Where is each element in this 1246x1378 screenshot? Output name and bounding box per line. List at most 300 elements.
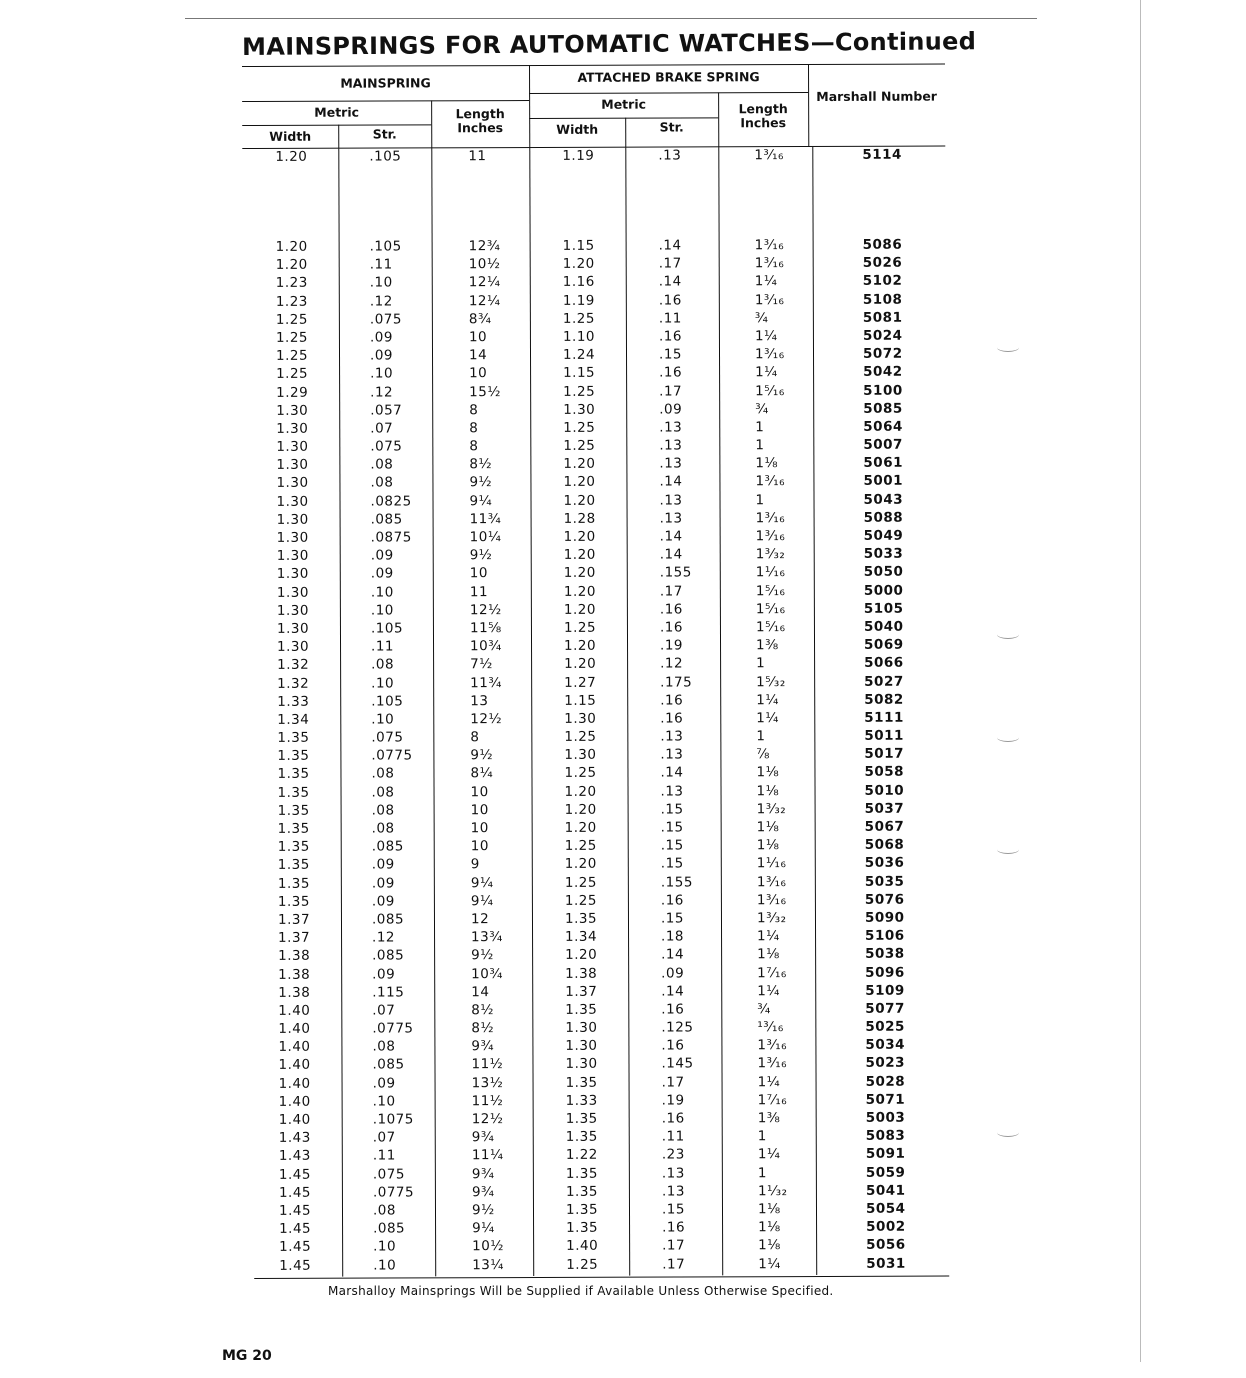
- width-cell: 1.32: [277, 675, 310, 692]
- strength-cell: .085: [371, 838, 404, 855]
- length-cell: 8¼: [470, 765, 494, 782]
- brake-length-cell: 1: [756, 728, 766, 745]
- str-header: Str.: [372, 126, 397, 142]
- width-cell: 1.30: [276, 547, 309, 565]
- length-cell: 9½: [471, 1202, 495, 1219]
- brake-length-cell: 1⅜: [755, 637, 779, 654]
- table-row: [243, 473, 946, 494]
- brake-width-cell: 1.15: [562, 237, 595, 254]
- length-cell: 9¾: [471, 1165, 495, 1182]
- brake-length-cell: 1³⁄₁₆: [755, 509, 786, 527]
- brake-strength-cell: .17: [659, 382, 683, 400]
- length-cell: 12¾: [468, 238, 501, 255]
- brake-width-cell: 1.16: [562, 274, 595, 291]
- table-row: [245, 819, 948, 840]
- brake-length-cell: 1: [755, 419, 765, 436]
- page-number: MG 20: [222, 1348, 272, 1364]
- brake-length-cell: 1³⁄₁₆: [754, 346, 785, 363]
- strength-cell: .09: [369, 329, 393, 346]
- brake-length-cell: 1: [757, 1128, 767, 1145]
- table-row: [244, 618, 947, 639]
- brake-length-cell: 1¼: [754, 273, 778, 290]
- marshall-number-cell: 5003: [865, 1109, 906, 1126]
- strength-cell: .085: [372, 947, 405, 964]
- strength-cell: .10: [373, 1256, 397, 1274]
- marshall-number-cell: 5114: [862, 146, 902, 163]
- brake-strength-cell: .16: [661, 1001, 685, 1018]
- width-cell: 1.35: [277, 893, 311, 910]
- length-cell: 10½: [472, 1238, 504, 1255]
- brake-strength-cell: .15: [661, 1201, 686, 1218]
- table-row: [245, 800, 948, 821]
- marshall-number-cell: 5066: [864, 655, 904, 672]
- brake-width-cell: 1.25: [562, 310, 595, 327]
- brake-width-cell: 1.20: [563, 601, 596, 618]
- width-cell: 1.32: [277, 657, 310, 674]
- marshall-number-cell: 5007: [863, 436, 903, 453]
- width-cell: 1.40: [278, 1111, 311, 1128]
- marshall-number-cell: 5086: [862, 236, 903, 253]
- brake-length-cell: 1¹⁄₁₆: [755, 564, 786, 581]
- strength-cell: .09: [371, 875, 395, 892]
- brake-strength-cell: .19: [659, 637, 684, 654]
- marshall-number-cell: 5037: [864, 800, 905, 817]
- brake-length-cell: 1⅛: [756, 837, 780, 854]
- brake-length-cell: 1³⁄₃₂: [755, 546, 786, 563]
- rule: [529, 117, 718, 119]
- width-cell: 1.35: [277, 748, 310, 765]
- brake-width-cell: 1.20: [563, 565, 596, 582]
- brake-width-cell: 1.15: [563, 365, 596, 382]
- brake-strength-cell: .15: [658, 346, 683, 363]
- brake-width-cell: 1.25: [564, 874, 597, 891]
- marshall-number-cell: 5064: [863, 418, 903, 435]
- brake-length-cell: 1⅛: [756, 764, 780, 781]
- marshall-number-cell: 5109: [865, 982, 905, 999]
- length-cell: 11: [468, 148, 487, 165]
- width-cell: 1.30: [276, 529, 309, 546]
- width-cell: 1.43: [278, 1129, 311, 1147]
- rule: [242, 124, 431, 126]
- brake-strength-cell: .18: [661, 928, 685, 945]
- top-rule: [185, 18, 1037, 19]
- length-cell: 14: [471, 983, 490, 1000]
- marshall-number-cell: 5058: [864, 764, 905, 781]
- width-cell: 1.30: [276, 420, 309, 437]
- brake-length-cell: 1¼: [757, 928, 780, 945]
- brake-length-cell: 1: [755, 491, 765, 508]
- width-cell: 1.25: [275, 311, 308, 328]
- table-row: [243, 491, 946, 512]
- length-cell: 9¼: [470, 892, 494, 909]
- strength-cell: .08: [371, 802, 395, 819]
- brake-length-cell: 1⅛: [755, 455, 779, 472]
- width-cell: 1.30: [276, 402, 309, 419]
- brake-strength-cell: .13: [659, 455, 683, 472]
- brake-length-cell: 1⁷⁄₁₆: [757, 1091, 788, 1109]
- brake-length-cell: 1¼: [758, 1255, 781, 1272]
- length-cell: 14: [468, 347, 488, 364]
- brake-strength-cell: .14: [660, 764, 684, 781]
- table-row: [243, 346, 946, 367]
- table-row: [246, 1110, 949, 1131]
- strength-cell: .075: [371, 729, 404, 746]
- marshall-number-cell: 5049: [863, 527, 904, 544]
- strength-cell: .105: [369, 238, 402, 255]
- length-cell: 15½: [469, 383, 501, 400]
- brake-length-cell: 1⅜: [757, 1110, 781, 1127]
- width-cell: 1.45: [279, 1239, 312, 1256]
- table-row: [244, 728, 947, 749]
- brake-width-cell: 1.30: [563, 401, 596, 418]
- table-row: [243, 255, 946, 276]
- brake-width-cell: 1.25: [563, 419, 596, 436]
- strength-cell: .11: [372, 1147, 396, 1164]
- strength-cell: .09: [372, 965, 396, 983]
- marshall-number-cell: 5096: [865, 964, 905, 981]
- length-cell: 11¾: [469, 510, 502, 528]
- brake-strength-cell: .15: [660, 801, 684, 818]
- brake-length-cell: 1⅛: [758, 1237, 781, 1254]
- length-cell: 10½: [468, 256, 501, 273]
- marshall-number-cell: 5002: [866, 1218, 906, 1235]
- brake-strength-cell: .11: [661, 1128, 685, 1145]
- table-row: [244, 655, 947, 676]
- length-cell: 10: [470, 820, 489, 837]
- strength-cell: .08: [371, 656, 395, 673]
- brake-width-cell: 1.20: [563, 637, 597, 655]
- marshall-number-cell: 5090: [864, 909, 905, 926]
- brake-width-cell: 1.25: [563, 383, 596, 400]
- strength-cell: .085: [371, 911, 405, 928]
- page-edge: [1140, 0, 1141, 1362]
- brake-strength-cell: .12: [660, 655, 684, 672]
- brake-strength-cell: .13: [658, 147, 682, 164]
- table-row: [243, 273, 946, 294]
- strength-cell: .0875: [370, 529, 412, 546]
- brake-width-cell: 1.20: [562, 255, 595, 273]
- brake-width-cell: 1.35: [565, 1001, 598, 1018]
- table-row: [245, 1055, 948, 1076]
- marshall-number-cell: 5041: [865, 1182, 906, 1199]
- marshall-number-cell: 5076: [864, 891, 905, 908]
- brake-width-cell: 1.20: [563, 528, 596, 545]
- length-cell: 11½: [471, 1092, 504, 1110]
- length-cell: 12: [470, 911, 490, 928]
- brake-length-cell: 1³⁄₃₂: [756, 910, 787, 927]
- width-cell: 1.35: [277, 857, 310, 874]
- brake-length-cell: 1⁷⁄₁₆: [757, 964, 787, 981]
- table-row: [244, 673, 947, 694]
- width-cell: 1.40: [278, 1075, 311, 1092]
- strength-cell: .0775: [372, 1184, 415, 1201]
- table-row: [246, 1164, 949, 1185]
- width-cell: 1.33: [277, 693, 310, 710]
- margin-mark: [997, 630, 1019, 639]
- width-cell: 1.23: [275, 293, 308, 310]
- strength-cell: .105: [370, 620, 404, 637]
- marshall-number-cell: 5106: [865, 927, 905, 944]
- brake-length-cell: 1¼: [757, 982, 780, 999]
- width-cell: 1.30: [276, 438, 309, 455]
- marshall-number-cell: 5000: [863, 582, 904, 599]
- width-cell: 1.40: [278, 1093, 311, 1110]
- strength-cell: .12: [369, 293, 393, 310]
- marshall-number-cell: 5105: [863, 600, 904, 617]
- table-row: [245, 782, 948, 803]
- brake-width-cell: 1.20: [563, 583, 596, 600]
- strength-cell: .0775: [371, 747, 413, 764]
- table-row: [243, 382, 946, 403]
- table-row: [244, 764, 947, 785]
- width-header: Width: [269, 128, 312, 144]
- brake-strength-cell: .15: [660, 910, 684, 927]
- table-row: [246, 1091, 949, 1112]
- length-inches-header: Length Inches: [455, 106, 505, 136]
- brake-length-cell: 1³⁄₁₆: [754, 255, 785, 272]
- table-row: [245, 909, 948, 930]
- brake-width-cell: 1.19: [562, 292, 595, 309]
- width-cell: 1.30: [276, 493, 309, 510]
- brake-strength-cell: .145: [661, 1055, 694, 1072]
- length-cell: 10: [468, 329, 488, 346]
- length-cell: 12½: [469, 601, 502, 618]
- table-row: [244, 546, 947, 567]
- strength-cell: .10: [372, 1093, 396, 1110]
- width-cell: 1.35: [277, 838, 310, 856]
- brake-width-cell: 1.35: [565, 1128, 598, 1146]
- brake-length-cell: ¹³⁄₁₆: [757, 1019, 784, 1036]
- table-row: [246, 1255, 949, 1276]
- width-cell: 1.20: [275, 238, 308, 255]
- width-cell: 1.40: [278, 1002, 311, 1019]
- brake-length-cell: 1³⁄₁₆: [756, 873, 787, 890]
- brake-strength-cell: .16: [659, 601, 683, 618]
- brake-strength-cell: .09: [659, 401, 683, 418]
- table-row: [245, 1019, 948, 1040]
- marshall-number-cell: 5017: [864, 745, 905, 763]
- mainspring-header: MAINSPRING: [340, 75, 431, 91]
- table-row: [246, 1128, 949, 1149]
- length-cell: 9¾: [471, 1038, 495, 1055]
- brake-width-cell: 1.20: [564, 656, 597, 673]
- brake-length-cell: 1: [755, 437, 765, 454]
- strength-cell: .11: [370, 638, 395, 655]
- width-cell: 1.23: [275, 275, 308, 292]
- brake-width-cell: 1.40: [566, 1238, 599, 1255]
- brake-width-cell: 1.20: [563, 546, 596, 564]
- brake-length-cell: 1⁵⁄₁₆: [755, 582, 786, 599]
- length-cell: 10: [469, 565, 488, 582]
- table-row: [244, 637, 947, 658]
- brake-length-cell: 1⁵⁄₁₆: [755, 600, 786, 617]
- brake-strength-cell: .155: [659, 564, 692, 581]
- marshall-number-cell: 5028: [865, 1073, 906, 1090]
- brake-width-cell: 1.20: [565, 947, 598, 964]
- strength-cell: .08: [371, 784, 395, 801]
- table-row: [243, 400, 946, 421]
- strength-cell: .105: [369, 148, 402, 165]
- length-cell: 10: [470, 783, 489, 800]
- brake-strength-cell: .14: [659, 546, 683, 563]
- width-cell: 1.38: [278, 966, 311, 983]
- width-cell: 1.20: [275, 148, 308, 165]
- rule: [242, 100, 529, 102]
- brake-strength-cell: .14: [661, 946, 685, 963]
- width-cell: 1.30: [276, 602, 309, 619]
- strength-cell: .11: [369, 256, 393, 273]
- brake-width-cell: 1.20: [563, 474, 596, 491]
- rule: [529, 92, 808, 94]
- length-cell: 7½: [470, 656, 493, 673]
- marshall-number-cell: 5001: [863, 473, 904, 490]
- brake-width-cell: 1.22: [565, 1147, 598, 1164]
- brake-strength-cell: .17: [661, 1074, 685, 1091]
- table-row: [245, 855, 948, 876]
- brake-length-cell: 1⅛: [757, 1201, 781, 1218]
- rule: [254, 1276, 949, 1279]
- footnote: Marshalloy Mainsprings Will be Supplied if Available Unless Otherwise Specified.: [328, 1284, 834, 1298]
- marshall-number-cell: 5010: [864, 782, 905, 799]
- strength-cell: .09: [370, 565, 394, 582]
- marshall-number-cell: 5069: [863, 636, 904, 653]
- table-row: [245, 982, 948, 1003]
- marshall-number-cell: 5083: [865, 1127, 906, 1145]
- length-inches-header-brake: Length Inches: [738, 101, 788, 131]
- brake-width-cell: 1.35: [565, 1074, 598, 1091]
- brake-width-cell: 1.33: [565, 1092, 598, 1109]
- marshall-number-cell: 5031: [866, 1255, 906, 1272]
- brake-strength-cell: .13: [659, 419, 683, 436]
- width-cell: 1.45: [278, 1202, 312, 1219]
- marshall-number-cell: 5100: [863, 382, 903, 399]
- table-row: [243, 237, 946, 258]
- width-cell: 1.40: [278, 1020, 311, 1037]
- brake-strength-cell: .17: [659, 583, 683, 600]
- brake-width-cell: 1.25: [564, 837, 597, 855]
- brake-strength-cell: .15: [660, 819, 684, 836]
- brake-length-cell: 1³⁄₁₆: [754, 291, 785, 308]
- strength-cell: .115: [372, 984, 405, 1001]
- brake-width-cell: 1.30: [565, 1038, 598, 1055]
- width-cell: 1.29: [276, 384, 309, 401]
- width-cell: 1.35: [277, 729, 310, 746]
- width-cell: 1.35: [277, 875, 310, 892]
- width-cell: 1.37: [277, 911, 311, 928]
- strength-cell: .09: [370, 547, 394, 564]
- strength-cell: .1075: [372, 1111, 414, 1128]
- margin-mark: [997, 845, 1019, 854]
- brake-length-cell: 1¼: [757, 1073, 781, 1090]
- brake-strength-cell: .13: [660, 783, 684, 800]
- strength-cell: .09: [371, 893, 395, 910]
- brake-strength-cell: .11: [658, 310, 682, 327]
- width-cell: 1.35: [277, 784, 310, 801]
- table-row: [245, 873, 948, 894]
- length-cell: 11¾: [470, 674, 502, 691]
- brake-length-cell: 1³⁄₁₆: [757, 1055, 788, 1072]
- length-cell: 9¼: [472, 1220, 495, 1237]
- table-row: [242, 147, 945, 239]
- width-cell: 1.45: [279, 1220, 312, 1238]
- marshall-number-cell: 5024: [862, 327, 903, 344]
- length-cell: 8½: [469, 456, 493, 473]
- length-cell: 9¾: [471, 1183, 495, 1200]
- brake-strength-cell: .17: [658, 255, 682, 272]
- width-cell: 1.30: [276, 620, 310, 637]
- strength-cell: .08: [370, 474, 394, 491]
- marshall-number-cell: 5050: [863, 564, 904, 581]
- brake-width-cell: 1.20: [564, 856, 597, 873]
- length-cell: 13¼: [472, 1256, 504, 1273]
- brake-width-cell: 1.35: [565, 1201, 599, 1218]
- marshall-number-cell: 5035: [864, 873, 905, 890]
- length-cell: 10: [470, 801, 489, 819]
- width-cell: 1.38: [278, 984, 311, 1001]
- marshall-number-cell: 5108: [862, 291, 903, 308]
- length-cell: 11: [469, 583, 489, 600]
- table-row: [245, 1037, 948, 1058]
- width-header-brake: Width: [556, 121, 599, 137]
- brake-length-cell: 1⅛: [756, 819, 780, 836]
- margin-mark: [997, 343, 1019, 352]
- width-cell: 1.30: [276, 566, 309, 583]
- marshall-number-cell: 5059: [865, 1164, 906, 1181]
- table-row: [246, 1073, 949, 1094]
- marshall-number-cell: 5033: [863, 545, 904, 563]
- length-cell: 8½: [471, 1002, 495, 1019]
- brake-length-cell: 1¼: [755, 364, 778, 381]
- brake-strength-cell: .155: [660, 873, 693, 891]
- length-cell: 8: [469, 438, 479, 455]
- marshall-number-cell: 5042: [863, 364, 903, 381]
- strength-cell: .08: [370, 456, 394, 473]
- rule: [242, 64, 945, 67]
- marshall-number-cell: 5027: [864, 673, 904, 690]
- brake-strength-cell: .14: [659, 473, 683, 490]
- width-cell: 1.45: [278, 1166, 311, 1183]
- metric-header: Metric: [314, 104, 360, 120]
- length-cell: 13¾: [471, 929, 503, 946]
- strength-cell: .08: [372, 1038, 396, 1055]
- brake-width-cell: 1.20: [563, 492, 596, 509]
- brake-strength-cell: .17: [662, 1237, 686, 1254]
- length-cell: 9½: [471, 947, 494, 964]
- width-cell: 1.20: [275, 256, 308, 274]
- table-row: [246, 1237, 949, 1258]
- marshall-number-cell: 5038: [865, 946, 905, 963]
- brake-strength-cell: .16: [660, 692, 684, 709]
- brake-width-cell: 1.34: [565, 928, 598, 946]
- length-cell: 12½: [471, 1111, 504, 1128]
- brake-length-cell: ¾: [757, 1001, 771, 1018]
- width-cell: 1.30: [276, 584, 309, 601]
- brake-strength-cell: .17: [662, 1255, 686, 1273]
- table-row: [243, 327, 946, 348]
- brake-length-cell: ¾: [755, 400, 769, 417]
- marshall-number-cell: 5025: [865, 1018, 905, 1035]
- length-cell: 9½: [469, 547, 493, 564]
- rule: [808, 64, 809, 147]
- width-cell: 1.40: [278, 1057, 311, 1074]
- brake-strength-cell: .13: [661, 1165, 685, 1182]
- length-cell: 8½: [471, 1020, 495, 1037]
- brake-length-cell: 1³⁄₁₆: [755, 473, 786, 490]
- brake-width-cell: 1.25: [564, 728, 597, 745]
- brake-length-cell: 1¼: [756, 710, 779, 727]
- str-header-brake: Str.: [659, 119, 684, 135]
- brake-width-cell: 1.25: [564, 765, 597, 782]
